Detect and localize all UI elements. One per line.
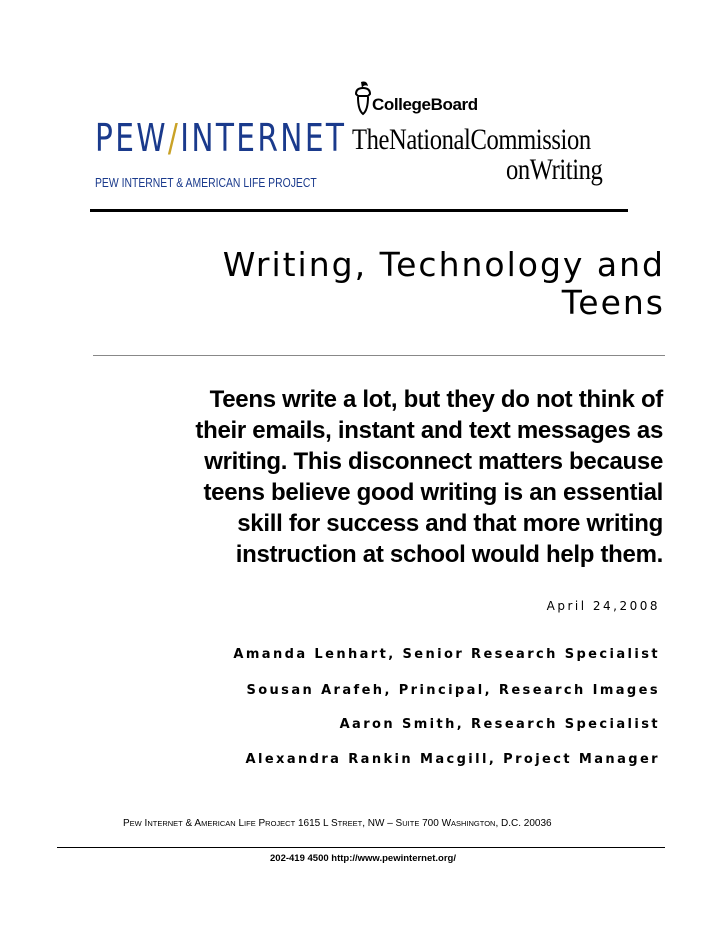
- address-part: P: [123, 818, 130, 829]
- title-line-1: Writing, Technology and: [222, 245, 665, 284]
- pew-logo-word-pew: PEW: [95, 116, 168, 160]
- summary-line: skill for success and that more writing: [237, 510, 663, 537]
- pew-logo-wordmark: [95, 118, 346, 158]
- summary-line: their emails, instant and text messages as: [195, 417, 663, 444]
- address-part-small: MERICAN: [201, 819, 236, 828]
- author-line: Amanda Lenhart, Senior Research Specialist: [233, 647, 660, 662]
- summary-line: teens believe good writing is an essential: [203, 479, 663, 506]
- summary-paragraph: [118, 384, 663, 570]
- pew-logo-subtitle: PEW INTERNET & AMERICAN LIFE PROJECT: [95, 175, 317, 190]
- address-part: & A: [182, 818, 202, 829]
- ncw-national: National: [389, 123, 471, 156]
- author-line: Aaron Smith, Research Specialist: [339, 717, 660, 732]
- ncw-writing: Writing: [529, 153, 603, 186]
- address-part: 700 W: [419, 818, 452, 829]
- footer-contact: 202-419 4500 http://www.pewinternet.org/: [270, 853, 457, 864]
- address-part: I: [141, 818, 148, 829]
- address-part-small: ASHINGTON: [451, 819, 496, 828]
- pew-logo-word-internet: INTERNET: [180, 116, 347, 160]
- summary-line: instruction at school would help them.: [235, 541, 663, 568]
- header-divider: [90, 209, 628, 212]
- summary-line: Teens write a lot, but they do not think of: [209, 386, 663, 413]
- address-part-small: NTERNET: [147, 819, 183, 828]
- pew-logo-slash: /: [167, 116, 181, 160]
- acorn-icon: [352, 80, 374, 120]
- footer-address: [123, 818, 552, 829]
- title-line-2: Teens: [561, 283, 665, 322]
- address-part-small: IFE: [244, 819, 256, 828]
- footer-divider: [57, 847, 665, 848]
- address-part: , NW – S: [362, 818, 403, 829]
- ncw-logo-line2: [506, 154, 602, 186]
- ncw-commission: Commission: [470, 123, 591, 156]
- address-part: P: [255, 818, 266, 829]
- author-line: Sousan Arafeh, Principal, Research Images: [246, 683, 660, 698]
- address-part-small: ROJECT: [265, 819, 296, 828]
- ncw-logo-line1: [352, 124, 591, 156]
- collegeboard-wordmark: CollegeBoard: [372, 95, 478, 114]
- author-line: Alexandra Rankin Macgill, Project Manager: [245, 752, 660, 767]
- address-part: L: [235, 818, 245, 829]
- summary-line: writing. This disconnect matters because: [204, 448, 663, 475]
- address-part-small: UITE: [402, 819, 420, 828]
- title-divider: [93, 355, 665, 356]
- ncw-on: on: [506, 153, 530, 186]
- address-part-small: EW: [129, 819, 142, 828]
- address-part: 1615 L S: [295, 818, 338, 829]
- publication-date: April 24,2008: [546, 599, 660, 613]
- ncw-the: The: [352, 123, 390, 156]
- address-part: , D.C. 20036: [495, 818, 552, 829]
- address-part-small: TREET: [337, 819, 363, 828]
- national-commission-on-writing-logo: [352, 123, 643, 186]
- page-title: [150, 246, 665, 322]
